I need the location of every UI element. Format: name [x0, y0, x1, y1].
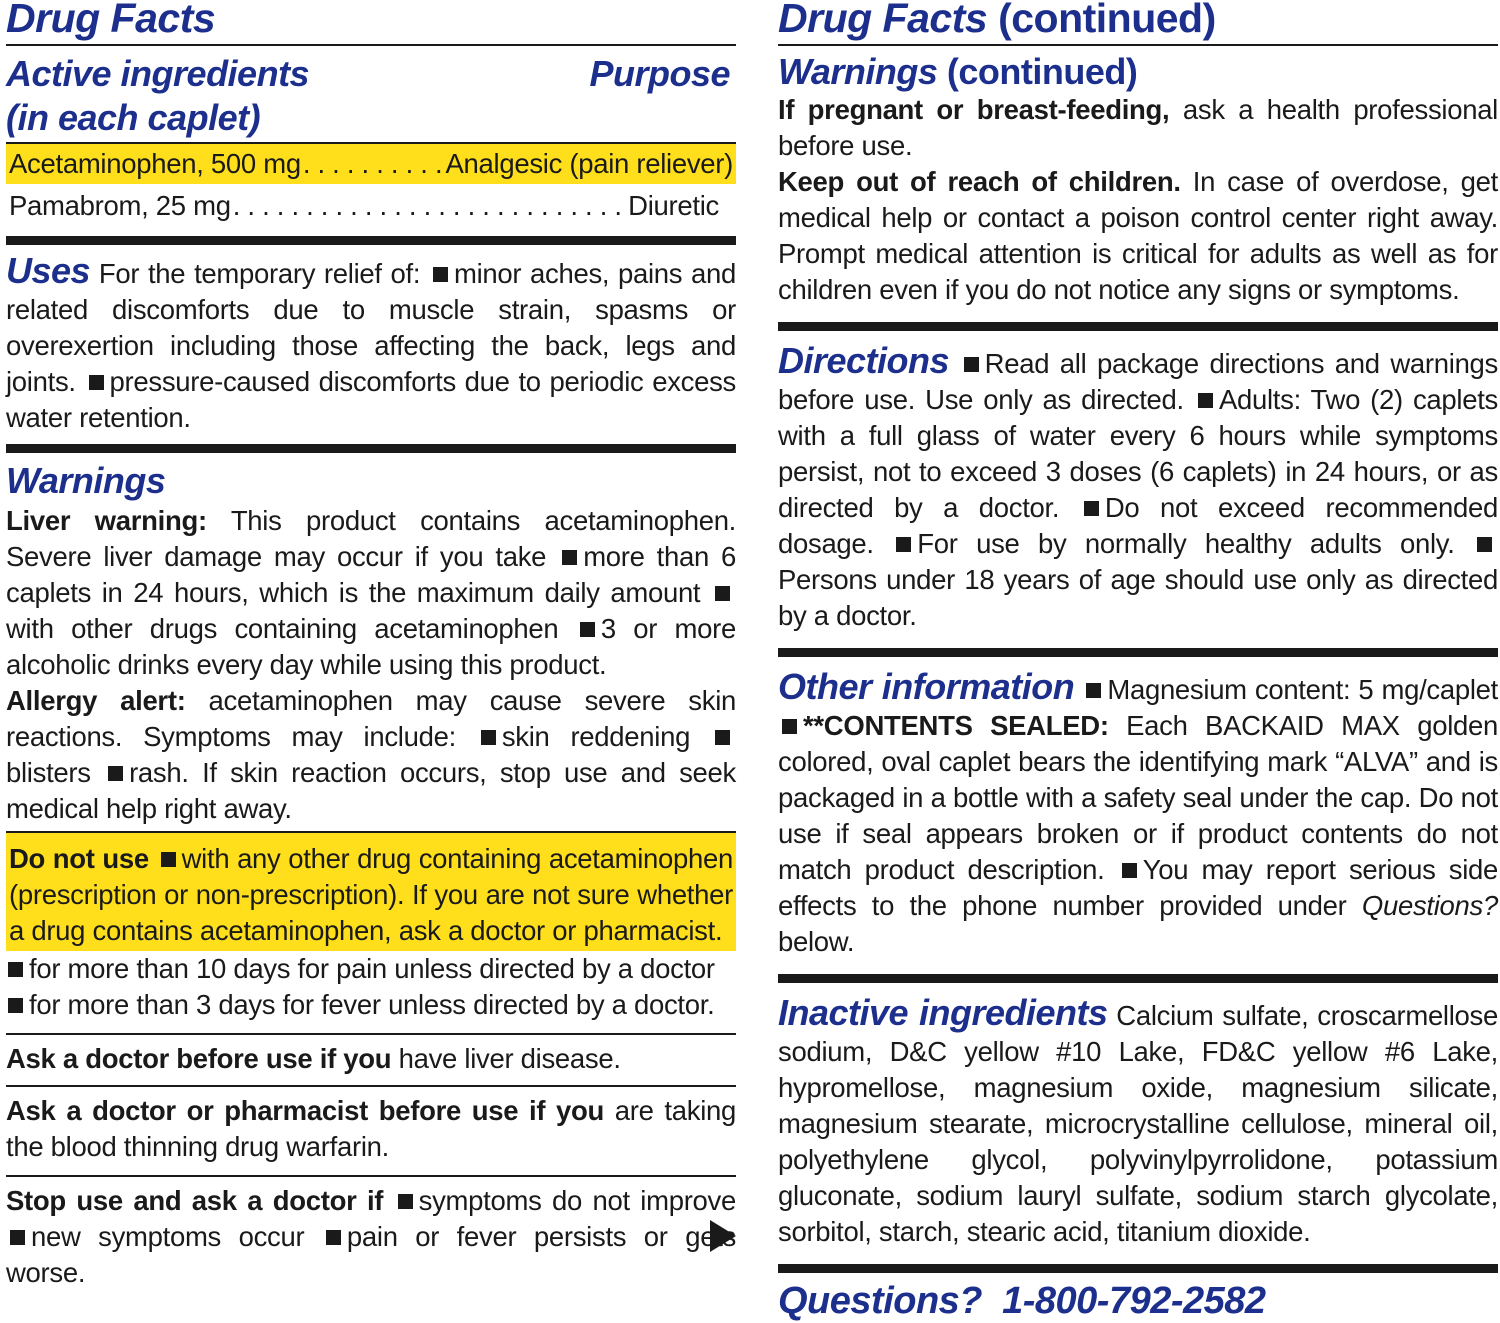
thick-divider — [778, 1264, 1498, 1273]
allergy-alert — [6, 683, 736, 827]
square-bullet-icon — [1198, 393, 1213, 408]
square-bullet-icon — [580, 622, 595, 637]
continued-label: (continued) — [998, 0, 1216, 41]
questions-label: Questions? — [778, 1280, 983, 1322]
liver-item: more than 6 caplets in 24 hours, which is the maximum daily amount — [6, 541, 737, 608]
divider — [6, 1085, 736, 1087]
liver-item: 3 or more alcoholic drinks every day while using this product. — [6, 613, 736, 680]
liver-warning — [6, 503, 736, 683]
active-ingredients-heading: Active ingredients — [6, 53, 310, 94]
square-bullet-icon — [398, 1194, 413, 1209]
dot-leader — [303, 144, 444, 184]
directions-item: Persons under 18 years of age should use only as directed by a doctor. — [778, 564, 1498, 631]
allergy-item: rash. If skin reaction occurs, stop use and seek medical help right away. — [6, 757, 736, 824]
allergy-item: skin reddening — [501, 721, 691, 752]
directions-item: For use by normally healthy adults only. — [917, 528, 1455, 559]
square-bullet-icon — [1084, 501, 1099, 516]
other-info-item: You may report serious side effects to the phone number provided under — [778, 854, 1498, 921]
square-bullet-icon — [433, 267, 448, 282]
stop-use-item: new symptoms occur — [31, 1221, 305, 1252]
ingredient-row-pamabrom — [6, 186, 736, 226]
stop-use-section — [6, 1183, 736, 1291]
ingredient-name: Acetaminophen, 500 mg — [9, 148, 301, 179]
ask-doctor-text: have liver disease. — [398, 1043, 621, 1074]
ask-doctor-section — [6, 1041, 736, 1077]
keep-out-label: Keep out of reach of children. — [778, 166, 1181, 197]
square-bullet-icon — [10, 1230, 25, 1245]
square-bullet-icon — [782, 719, 797, 734]
directions-section — [778, 340, 1499, 634]
continued-label: (continued) — [946, 51, 1138, 92]
allergy-alert-label: Allergy alert: — [6, 685, 186, 716]
uses-heading: Uses — [6, 250, 91, 291]
warnings-heading: Warnings — [6, 460, 166, 501]
uses-item: minor aches, pains and related discomforts due to muscle strain, spasms or overexertion including those affecting the back, legs and joints. — [6, 258, 736, 397]
thick-divider — [6, 444, 736, 453]
square-bullet-icon — [481, 730, 496, 745]
stop-use-item: pain or fever persists or gets worse. — [6, 1221, 736, 1288]
do-not-use-section — [9, 841, 733, 949]
directions-item: Adults: Two (2) caplets with a full glass of water every 6 hours while symptoms persist, not to exceed 3 doses (6 caplets) in 24 hours, or as directed by a doctor. — [778, 384, 1498, 523]
do-not-use-item: for more than 10 days for pain unless directed by a doctor — [29, 953, 715, 984]
drug-facts-title: Drug Facts — [778, 0, 988, 41]
other-info-item: Magnesium content: 5 mg/caplet — [1107, 674, 1499, 705]
do-not-use-highlight — [6, 833, 736, 951]
square-bullet-icon — [8, 962, 23, 977]
inactive-ingredients-heading: Inactive ingredients — [778, 992, 1108, 1033]
allergy-alert-text: acetaminophen may cause severe skin reactions. Symptoms may include: — [6, 685, 736, 752]
warnings-heading: Warnings — [778, 51, 938, 92]
ingredient-name: Pamabrom, 25 mg — [9, 190, 231, 221]
other-info-item-end: below. — [778, 926, 855, 957]
keep-out-text: In case of overdose, get medical help or contact a poison control center right away. Prompt medical attention is critical for adults as well as for children even if you do not notice any signs or symptoms. — [778, 166, 1498, 305]
drug-facts-right-panel — [778, 0, 1498, 1323]
uses-intro: For the temporary relief of: — [98, 258, 421, 289]
questions-line — [778, 1279, 1498, 1323]
divider — [6, 44, 736, 46]
stop-use-item: symptoms do not improve — [418, 1185, 736, 1216]
square-bullet-icon — [964, 357, 979, 372]
contents-sealed-text: Each BACKAID MAX golden colored, oval caplet bears the identifying mark “ALVA” and is packaged in a bottle with a safety seal under the cap. Do not use if seal appears broken or if product contents do not match product description. — [778, 710, 1498, 885]
triangle-right-icon — [710, 1220, 736, 1252]
square-bullet-icon — [8, 998, 23, 1013]
other-information-heading: Other information — [778, 666, 1075, 707]
uses-section — [6, 250, 737, 436]
directions-item: Read all package directions and warnings before use. Use only as directed. — [778, 348, 1499, 415]
square-bullet-icon — [326, 1230, 341, 1245]
other-information-section — [778, 666, 1499, 960]
thick-divider — [778, 322, 1498, 331]
ask-doctor-label: Ask a doctor before use if you — [6, 1043, 392, 1074]
square-bullet-icon — [715, 586, 730, 601]
active-ingredients-subheading: (in each caplet) — [6, 97, 261, 138]
warnings-continued-heading — [778, 52, 1498, 92]
square-bullet-icon — [1477, 537, 1492, 552]
inactive-ingredients-section — [778, 992, 1498, 1250]
ingredient-purpose: Diuretic — [628, 190, 719, 221]
stop-use-label: Stop use and ask a doctor if — [6, 1185, 384, 1216]
square-bullet-icon — [1122, 863, 1137, 878]
liver-warning-text: This product contains acetaminophen. Severe liver damage may occur if you take — [6, 505, 737, 572]
square-bullet-icon — [89, 375, 104, 390]
do-not-use-item: with any other drug containing acetaminophen (prescription or non-prescription). If you are not sure whether a drug contains acetaminophen, ask a doctor or pharmacist. — [9, 843, 733, 946]
do-not-use-item: for more than 3 days for fever unless directed by a doctor. — [29, 989, 715, 1020]
ask-pharmacist-text: are taking the blood thinning drug warfarin. — [6, 1095, 736, 1162]
questions-phone: 1-800-792-2582 — [1002, 1280, 1266, 1322]
thick-divider — [778, 974, 1498, 983]
purpose-heading: Purpose — [589, 53, 730, 94]
drug-facts-continued-title — [778, 0, 1498, 40]
do-not-use-label: Do not use — [9, 843, 149, 874]
ask-pharmacist-section — [6, 1093, 736, 1165]
allergy-item: blisters — [6, 757, 91, 788]
do-not-use-more — [6, 951, 736, 1023]
uses-item: pressure-caused discomforts due to periodic excess water retention. — [6, 366, 737, 433]
liver-warning-label: Liver warning: — [6, 505, 207, 536]
questions-reference: Questions? — [1361, 890, 1498, 921]
pregnant-text: ask a health professional before use. — [778, 94, 1498, 161]
square-bullet-icon — [161, 852, 176, 867]
ingredient-row-acetaminophen — [6, 144, 736, 184]
dot-leader — [233, 186, 626, 226]
divider — [6, 1033, 736, 1035]
inactive-ingredients-text: Calcium sulfate, croscarmellose sodium, D&C yellow #10 Lake, FD&C yellow #6 Lake, hypromellose, magnesium oxide, magnesium silicate, magnesium stearate, microcrystalline cellulose, mineral oil, polyethylene glycol, polyvinylpyrrolidone, potassium gluconate, sodium lauryl sulfate, sodium starch glycolate, sorbitol, starch, stearic acid, titanium dioxide. — [778, 1000, 1498, 1247]
contents-sealed-label: **CONTENTS SEALED: — [803, 710, 1109, 741]
square-bullet-icon — [896, 537, 911, 552]
ingredient-purpose: Analgesic (pain reliever) — [445, 148, 733, 179]
liver-item: with other drugs containing acetaminophen — [6, 613, 559, 644]
pregnant-warning — [778, 92, 1498, 164]
drug-facts-title: Drug Facts — [6, 0, 216, 41]
pregnant-label: If pregnant or breast-feeding, — [778, 94, 1170, 125]
divider — [6, 1175, 736, 1177]
keep-out-of-reach — [778, 164, 1498, 308]
square-bullet-icon — [108, 766, 123, 781]
directions-heading: Directions — [778, 340, 950, 381]
divider — [778, 44, 1498, 46]
active-ingredients-header — [6, 52, 736, 140]
square-bullet-icon — [1086, 683, 1101, 698]
thick-divider — [6, 236, 736, 245]
drug-facts-left-panel — [6, 0, 736, 1291]
ask-pharmacist-label: Ask a doctor or pharmacist before use if you — [6, 1095, 605, 1126]
directions-item: Do not exceed recommended dosage. — [778, 492, 1498, 559]
square-bullet-icon — [715, 730, 730, 745]
square-bullet-icon — [562, 550, 577, 565]
thick-divider — [778, 648, 1498, 657]
